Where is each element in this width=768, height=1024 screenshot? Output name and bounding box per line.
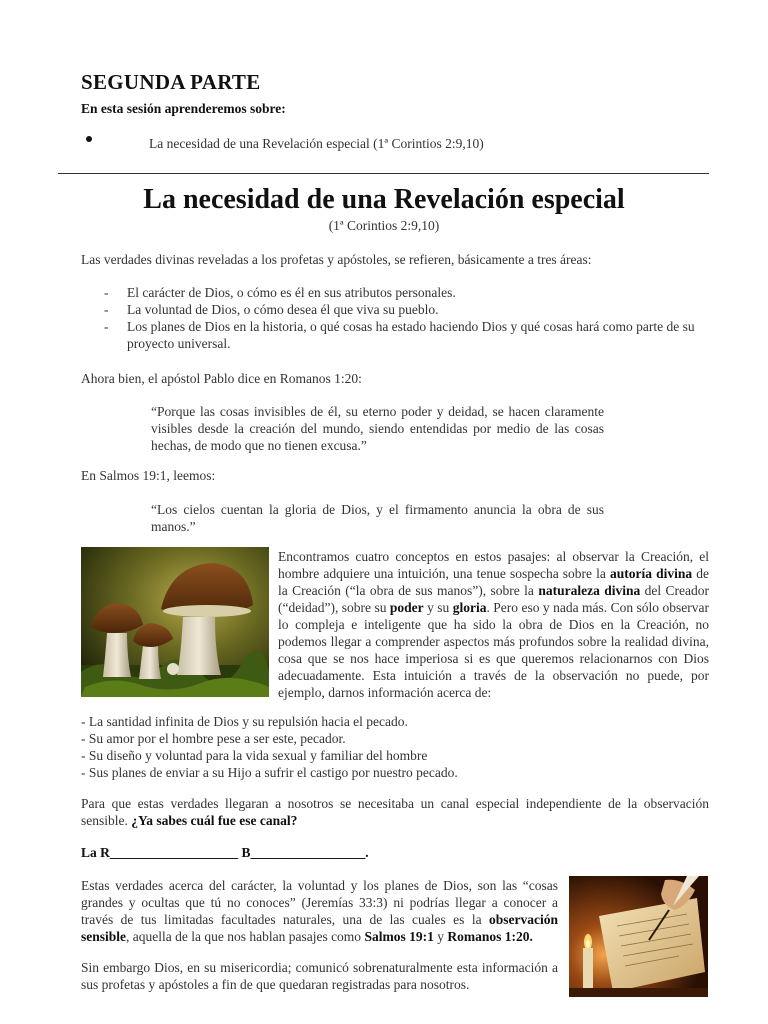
emphasis-text: observación sensible	[81, 912, 558, 944]
emphasis-text: gloria	[452, 600, 487, 615]
mushrooms-image	[81, 547, 269, 697]
list-item: - El carácter de Dios, o cómo es él en sus atributos personales.	[104, 284, 709, 301]
limits-list	[81, 713, 458, 781]
list-item: - Su diseño y voluntad para la vida sexual y familiar del hombre	[81, 748, 428, 763]
emphasis-text: naturaleza divina	[538, 583, 641, 598]
text-run: . Pero eso y nada más. Con sólo observar lo compleja e inteligente que ha sido la obra de Dios en la Creación, no podemos llegar a comprender aspectos más profundos sobre la realidad divina, cosa que se nos hace imperiosa si es que queremos relacionarnos con Dios adecuadamente. Esta intuición a través de la observación no puede, por ejemplo, darnos información acerca de:	[278, 600, 709, 700]
objective-item: La necesidad de una Revelación especial (1ª Corintios 2:9,10)	[149, 136, 484, 151]
text-run: del Creador (“deidad”), sobre su	[278, 583, 709, 615]
list-item: - La voluntad de Dios, o cómo desea él que viva su pueblo.	[104, 301, 709, 318]
emphasis-text: Romanos 1:20.	[447, 929, 533, 944]
fill-in-blanks: La R___________________ B_________________.	[81, 845, 369, 860]
romanos-intro: Ahora bien, el apóstol Pablo dice en Romanos 1:20:	[81, 371, 362, 386]
text-run: Encontramos cuatro conceptos en estos pasajes: al observar la Creación, el hombre adquiere una intuición, una tenue sospecha sobre la	[278, 549, 709, 581]
canal-paragraph	[81, 795, 709, 829]
text-run: Para que estas verdades llegaran a nosotros se necesitaba un canal especial independiente de la observación sensible.	[81, 796, 709, 828]
session-label: En esta sesión aprenderemos sobre:	[81, 101, 286, 116]
sensible-paragraph	[81, 877, 558, 945]
section-title: SEGUNDA PARTE	[81, 70, 261, 94]
main-reference: (1ª Corintios 2:9,10)	[328, 218, 440, 233]
list-item: - Sus planes de enviar a su Hijo a sufrir el castigo por nuestro pecado.	[81, 765, 458, 780]
concepts-paragraph	[278, 548, 709, 701]
list-item: - La santidad infinita de Dios y su repulsión hacia el pecado.	[81, 714, 408, 729]
list-item: - Su amor por el hombre pese a ser este, pecador.	[81, 731, 346, 746]
writing-scroll-image	[569, 876, 708, 997]
bullet-icon	[86, 136, 92, 142]
intro-paragraph: Las verdades divinas reveladas a los profetas y apóstoles, se refieren, básicamente a tres áreas:	[81, 252, 592, 267]
emphasis-text: poder	[389, 600, 424, 615]
text-run: y su	[423, 600, 453, 615]
romanos-quote: “Porque las cosas invisibles de él, su eterno poder y deidad, se hacen claramente visibles desde la creación del mundo, siendo entendidas por medio de las cosas hechas, de modo que no tienen excusa.”	[151, 404, 604, 453]
text-run: , aquella de la que nos hablan pasajes como	[126, 929, 365, 944]
emphasis-text: autoría divina	[610, 566, 693, 581]
question-text: ¿Ya sabes cuál fue ese canal?	[131, 813, 298, 828]
salmos-intro: En Salmos 19:1, leemos:	[81, 468, 216, 483]
emphasis-text: Salmos 19:1	[364, 929, 434, 944]
main-title: La necesidad de una Revelación especial	[143, 184, 625, 215]
list-item: - Los planes de Dios en la historia, o qué cosas ha estado haciendo Dios y qué cosas hará como parte de su proyecto universal.	[104, 318, 709, 352]
areas-list	[104, 284, 709, 352]
section-divider	[58, 173, 709, 174]
closing-paragraph: Sin embargo Dios, en su misericordia; comunicó sobrenaturalmente esta información a sus profetas y apóstoles a fin de que quedaran registradas para nosotros.	[81, 960, 558, 992]
salmos-quote: “Los cielos cuentan la gloria de Dios, y el firmamento anuncia la obra de sus manos.”	[151, 502, 604, 534]
text-run: y	[433, 929, 448, 944]
text-run: Estas verdades acerca del carácter, la voluntad y los planes de Dios, son las “cosas grandes y ocultas que tú no conoces” (Jeremías 33:3) ni podrías llegar a conocer a través de tus limitadas facultades naturales, una de las cuales es la	[81, 878, 558, 927]
text-run: de la Creación (“la obra de sus manos”), sobre la	[278, 566, 709, 598]
